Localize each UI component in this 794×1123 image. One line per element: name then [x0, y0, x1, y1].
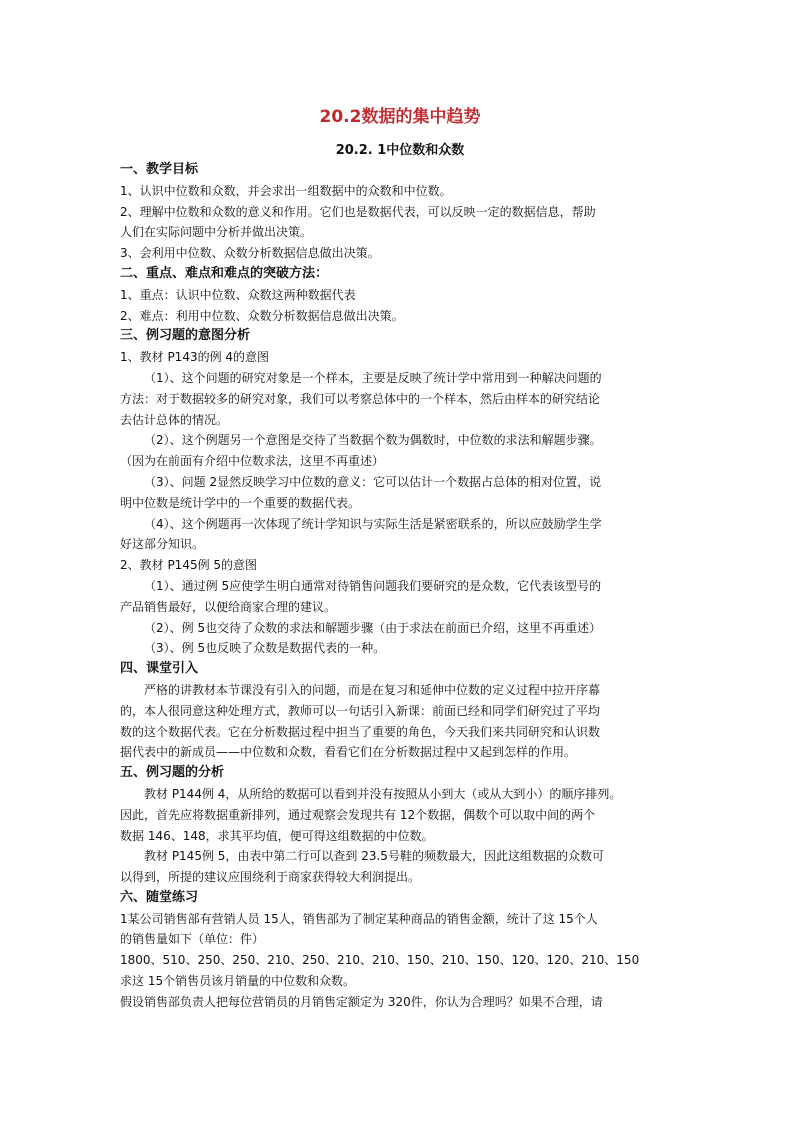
text-line: 教材 P145例 5，由表中第二行可以查到 23.5号鞋的频数最大，因此这组数据的众数可 [144, 849, 604, 864]
text-line: 去估计总体的情况。 [120, 412, 229, 427]
text-line: （2）、例 5也交待了众数的求法和解题步骤（由于求法在前面已介绍，这里不再重述） [144, 620, 602, 635]
text-line: （3）、例 5也反映了众数是数据代表的一种。 [144, 641, 386, 656]
text-line: 的销售量如下（单位：件） [120, 932, 265, 947]
text-line: 明中位数是统计学中的一个重要的数据代表。 [120, 495, 361, 510]
section-heading: 一、教学目标 [120, 162, 199, 177]
text-line: 产品销售最好，以便给商家合理的建议。 [120, 599, 337, 614]
section-heading: 六、随堂练习 [120, 889, 199, 905]
text-line: 3、会利用中位数、众数分析数据信息做出决策。 [120, 246, 380, 261]
section-heading: 二、重点、难点和难点的突破方法： [120, 265, 329, 281]
text-line: 好这部分知识。 [120, 537, 205, 552]
text-line: 据代表中的新成员——中位数和众数，看看它们在分析数据过程中又起到怎样的作用。 [120, 745, 577, 760]
text-line: 的，本人很同意这种处理方式，教师可以一句话引入新课：前面已经和同学们研究过了平均 [120, 703, 601, 718]
text-line: 2、教材 P145例 5的意图 [120, 558, 258, 573]
text-line: 数的这个数据代表。它在分析数据过程中担当了重要的角色，今天我们来共同研究和认识数 [120, 724, 601, 739]
text-line: 求这 15个销售员该月销量的中位数和众数。 [120, 974, 356, 989]
text-line: 数据 146、148，求其平均值，便可得这组数据的中位数。 [120, 828, 434, 843]
text-line: 严格的讲教材本节课没有引入的问题，而是在复习和延伸中位数的定义过程中拉开序幕 [144, 682, 601, 697]
text-line: 方法：对于数据较多的研究对象，我们可以考察总体中的一个样本，然后由样本的研究结论 [120, 391, 601, 406]
section-heading: 四、课堂引入 [120, 661, 199, 677]
text-line: 人们在实际问题中分析并做出决策。 [120, 225, 313, 240]
text-line: 1、教材 P143的例 4的意图 [120, 350, 270, 365]
text-line: （2）、这个例题另一个意图是交待了当数据个数为偶数时，中位数的求法和解题步骤。 [144, 433, 602, 448]
text-line: （1）、这个问题的研究对象是一个样本，主要是反映了统计学中常用到一种解决问题的 [144, 370, 602, 385]
text-line: 因此，首先应将数据重新排列，通过观察会发现共有 12个数据，偶数个可以取中间的两个 [120, 807, 596, 822]
text-line: 1、认识中位数和众数，并会求出一组数据中的众数和中位数。 [120, 183, 452, 198]
section-heading: 三、例习题的意图分析 [120, 328, 251, 344]
document-title: 20.2数据的集中趋势 [319, 107, 481, 127]
text-line: 2、难点：利用中位数、众数分析数据信息做出决策。 [120, 308, 404, 323]
document-body [120, 160, 680, 1013]
text-line: （1）、通过例 5应使学生明白通常对待销售问题我们要研究的是众数，它代表该型号的 [144, 578, 602, 593]
text-line: 教材 P144例 4，从所给的数据可以看到并没有按照从小到大（或从大到小）的顺序排列。 [144, 786, 622, 801]
section-heading: 五、例习题的分析 [120, 765, 225, 781]
text-line: （4）、这个例题再一次体现了统计学知识与实际生活是紧密联系的，所以应鼓励学生学 [144, 516, 602, 531]
text-line: 2、理解中位数和众数的意义和作用。它们也是数据代表，可以反映一定的数据信息，帮助 [120, 204, 596, 219]
text-line: 1800、510、250、250、210、250、210、210、150、210、150、120、120、210、150 [120, 953, 640, 968]
text-line: 假设销售部负责人把每位营销员的月销售定额定为 320件，你认为合理吗？如果不合理，请 [120, 994, 603, 1009]
text-line: 1某公司销售部有营销人员 15人，销售部为了制定某种商品的销售金额，统计了这 15个人 [120, 911, 598, 926]
text-line: 以得到，所提的建议应围绕利于商家获得较大利润提出。 [120, 870, 421, 885]
text-line: （因为在前面有介绍中位数求法，这里不再重述） [120, 454, 385, 469]
text-line: 1、重点：认识中位数、众数这两种数据代表 [120, 287, 356, 302]
section-subtitle: 20.2. 1中位数和众数 [335, 143, 465, 158]
text-line: （3）、问题 2显然反映学习中位数的意义：它可以估计一个数据占总体的相对位置，说 [144, 474, 602, 489]
